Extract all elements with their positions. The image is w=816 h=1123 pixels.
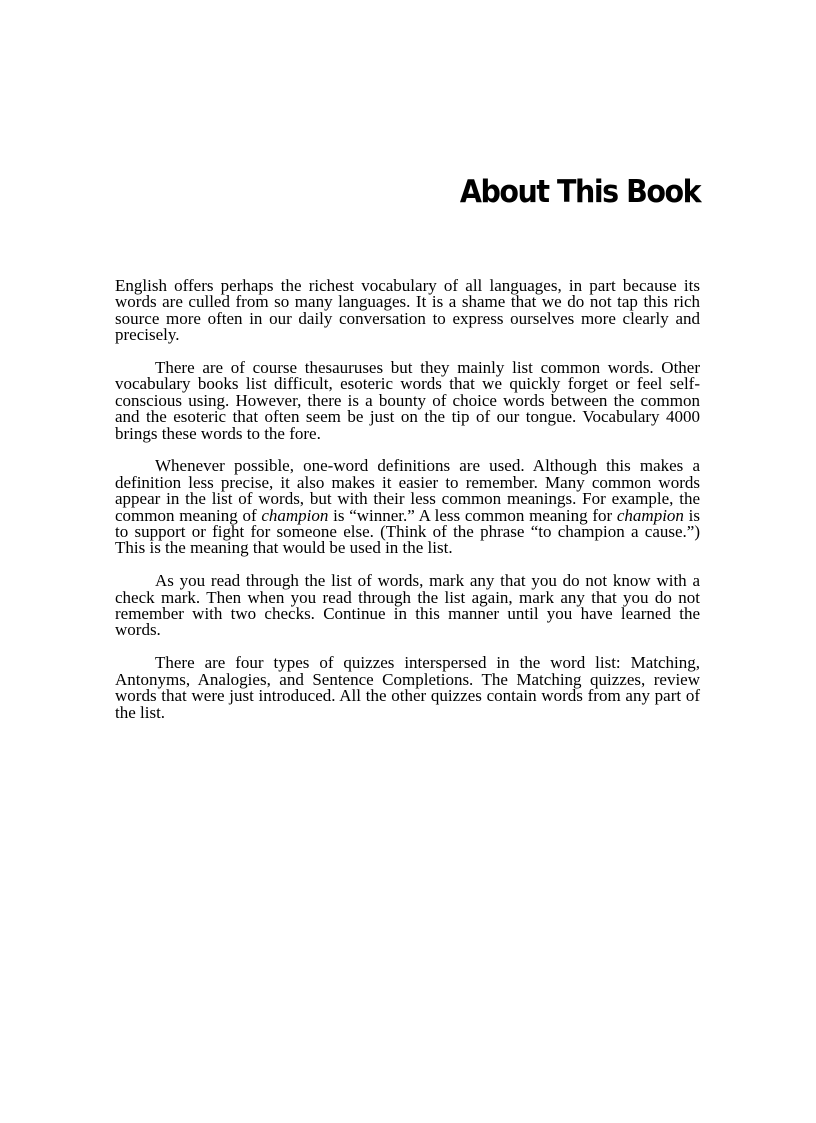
italic-term-champion: champion: [261, 505, 329, 525]
body-text: [115, 278, 700, 737]
paragraph-definitions: [115, 458, 700, 556]
page-title: About This Book: [459, 174, 700, 210]
paragraph-quizzes: There are four types of quizzes interspersed in the word list: Matching, Antonyms, Analogies, and Sentence Completions. The Matching quizzes, review words that were just introduced. All the other quizzes contain words from any part of the list.: [115, 653, 700, 722]
italic-term-champion: champion: [616, 505, 684, 525]
paragraph-intro: English offers perhaps the richest vocabulary of all languages, in part because its words are culled from so many languages. It is a shame that we do not tap this rich source more often in our daily conversation to express ourselves more clearly and precisely.: [115, 276, 700, 345]
definitions-text-part-3: is to support or fight for someone else. (Think of the phrase “to champion a cause.”) This is the meaning that would be used in the list.: [115, 505, 700, 558]
definitions-text-part-2: is “winner.” A less common meaning for: [328, 505, 617, 525]
paragraph-check-marks: As you read through the list of words, mark any that you do not know with a check mark. Then when you read through the list again, mark any that you do not remember with two checks. Continue in this manner until you have learned the words.: [115, 571, 700, 640]
paragraph-thesauruses: There are of course thesauruses but they mainly list common words. Other vocabulary books list difficult, esoteric words that we quickly forget or feel self-conscious using. However, there is a bounty of choice words between the common and the esoteric that often seem be just on the tip of our tongue. Vocabulary 4000 brings these words to the fore.: [115, 358, 700, 443]
definitions-text-part-1: Whenever possible, one-word definitions are used. Although this makes a definition less precise, it also makes it easier to remember. Many common words appear in the list of words, but with their less common meanings. For example, the common meaning of: [115, 456, 700, 525]
